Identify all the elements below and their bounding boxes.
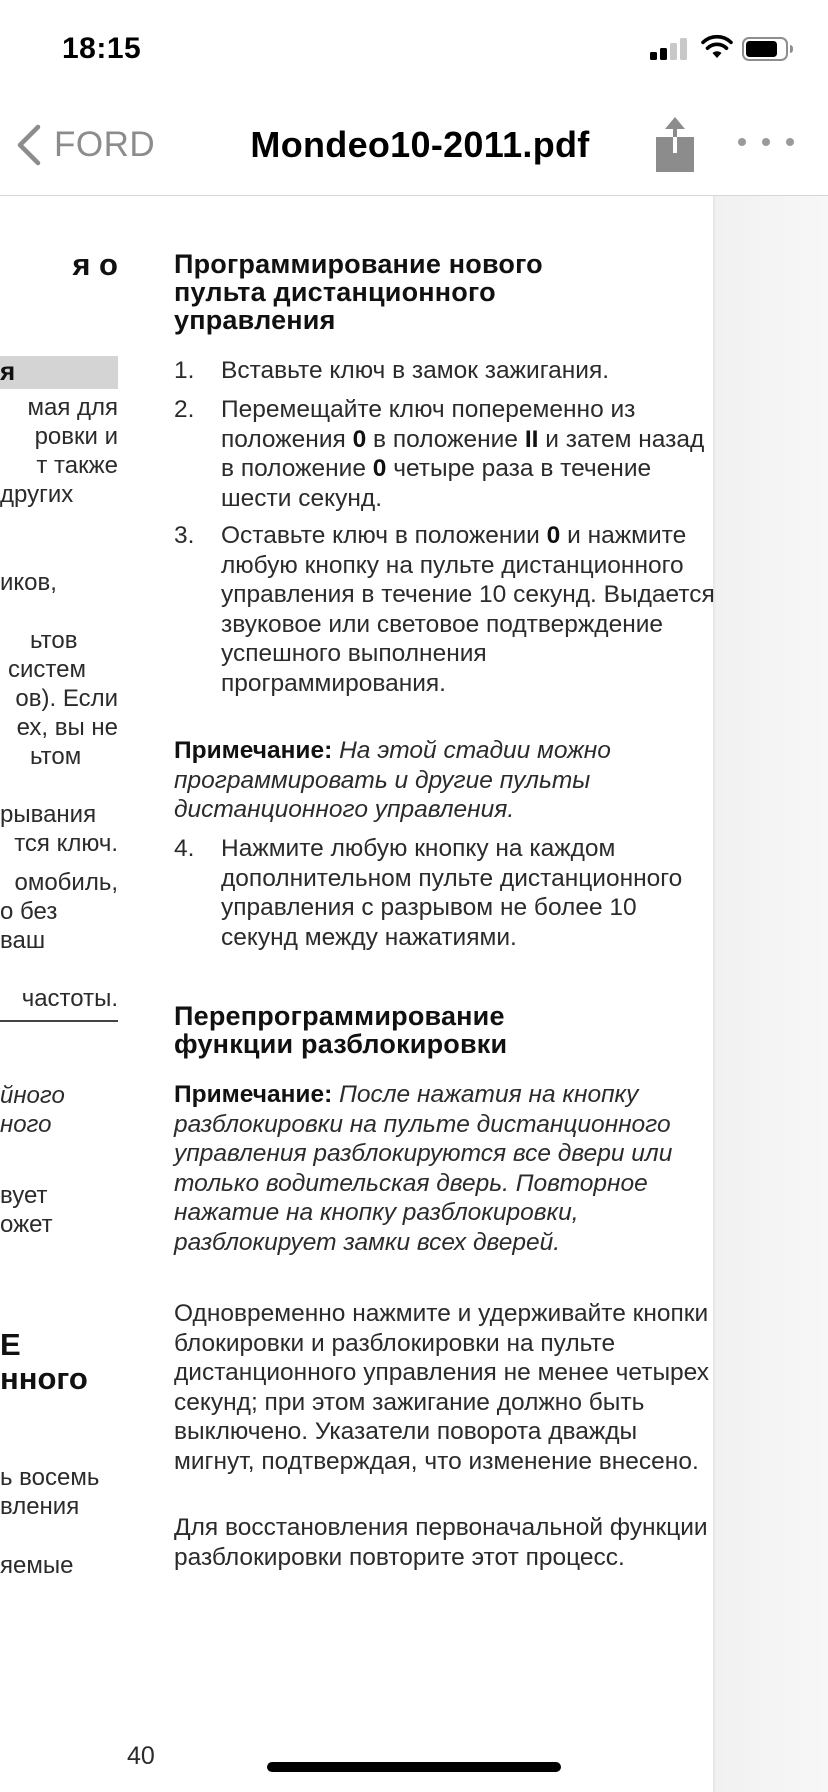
left-text-line: тся ключ. xyxy=(14,830,118,857)
left-text-line: яемые xyxy=(0,1552,74,1579)
list-item-text: Оставьте ключ в положении 0 и нажмите любую кнопку на пульте дистанционного управления в течение 10 секунд. Выдается звуковое или световое подтверждение успешного выполнения программирования. xyxy=(221,522,715,697)
left-text-line: рывания xyxy=(0,801,97,828)
left-text-line: ь восемь xyxy=(0,1464,100,1491)
pdf-page xyxy=(0,196,713,1792)
list-item-text: Нажмите любую кнопку на каждом дополнительном пульте дистанционного управления с разрывом не более 10 секунд между нажатиями. xyxy=(221,835,683,951)
more-dot-icon xyxy=(786,138,794,146)
list-item-text: Вставьте ключ в замок зажигания. xyxy=(221,357,610,384)
left-text-line: ов). Если xyxy=(15,685,118,712)
section-heading-line: управления xyxy=(174,305,336,335)
left-bar-fragment: я xyxy=(0,356,16,386)
left-rule xyxy=(0,1020,118,1022)
left-heading-fragment: я о xyxy=(72,247,118,282)
left-text-line: ного xyxy=(0,1111,52,1138)
left-text-line: иков, xyxy=(0,569,57,596)
list-number: 3. xyxy=(174,522,195,549)
left-text-line: других xyxy=(0,481,74,508)
more-options-button[interactable] xyxy=(738,122,794,162)
back-button[interactable] xyxy=(14,120,155,170)
left-text-line: ех, вы не xyxy=(16,714,118,741)
share-icon[interactable] xyxy=(652,115,698,175)
back-label: FORD xyxy=(54,125,156,164)
left-text-line: йного xyxy=(0,1082,65,1109)
home-indicator[interactable] xyxy=(267,1762,561,1772)
page-number: 40 xyxy=(127,1742,155,1770)
body-paragraph: Для восстановления первоначальной функции разблокировки повторите этот процесс. xyxy=(174,1514,708,1571)
list-number: 4. xyxy=(174,835,195,862)
left-heading-fragment: Е xyxy=(0,1327,21,1362)
left-text-line: ровки и xyxy=(34,423,118,450)
left-text-line: омобиль, xyxy=(14,869,118,896)
left-text-line: ваш xyxy=(0,927,46,954)
left-text-line: ьтов xyxy=(30,627,78,654)
note-paragraph: Примечание: На этой стадии можно программировать и другие пульты дистанционного управления. xyxy=(174,737,611,823)
battery-icon xyxy=(742,37,794,61)
section-heading-line: функции разблокировки xyxy=(174,1029,508,1059)
left-text-line: систем xyxy=(8,656,86,683)
document-title: Mondeo10-2011.pdf xyxy=(250,124,590,165)
status-bar xyxy=(0,0,828,100)
cellular-signal-icon xyxy=(650,38,690,60)
more-dot-icon xyxy=(762,138,770,146)
left-column-clipped xyxy=(0,196,118,1792)
status-time: 18:15 xyxy=(62,32,142,65)
left-heading-fragment: нного xyxy=(0,1361,88,1396)
list-item-text: Перемещайте ключ попеременно из положения 0 в положение II и затем назад в положение 0 четыре раза в течение шести секунд. xyxy=(221,396,705,512)
note-paragraph: Примечание: После нажатия на кнопку разблокировки на пульте дистанционного управления разблокируются все двери или только водительская дверь. Повторное нажатие на кнопку разблокировки, разблокирует замки всех дверей. xyxy=(174,1081,673,1256)
section-heading-line: пульта дистанционного xyxy=(174,277,496,307)
more-dot-icon xyxy=(738,138,746,146)
left-text-line: частоты. xyxy=(21,985,118,1012)
list-number: 1. xyxy=(174,357,195,384)
wifi-icon xyxy=(701,34,733,60)
pdf-viewport[interactable] xyxy=(0,196,828,1792)
section-heading-line: Программирование нового xyxy=(174,249,543,279)
left-text-line: мая для xyxy=(27,394,118,421)
left-text-line: о без xyxy=(0,898,58,925)
left-text-line: вления xyxy=(0,1493,80,1520)
left-text-line: ожет xyxy=(0,1211,53,1238)
chevron-left-icon xyxy=(14,123,44,167)
left-text-line: ьтом xyxy=(30,743,82,770)
left-text-line: т также xyxy=(36,452,118,479)
left-text-line: вует xyxy=(0,1182,48,1209)
page-edge xyxy=(713,196,828,1792)
navigation-bar xyxy=(0,100,828,196)
section-heading-line: Перепрограммирование xyxy=(174,1001,505,1031)
list-number: 2. xyxy=(174,396,195,423)
body-paragraph: Одновременно нажмите и удерживайте кнопки блокировки и разблокировки на пульте дистанционного управления не менее четырех секунд; при этом зажигание должно быть выключено. Указатели поворота дважды мигнут, подтверждая, что изменение внесено. xyxy=(174,1300,710,1475)
